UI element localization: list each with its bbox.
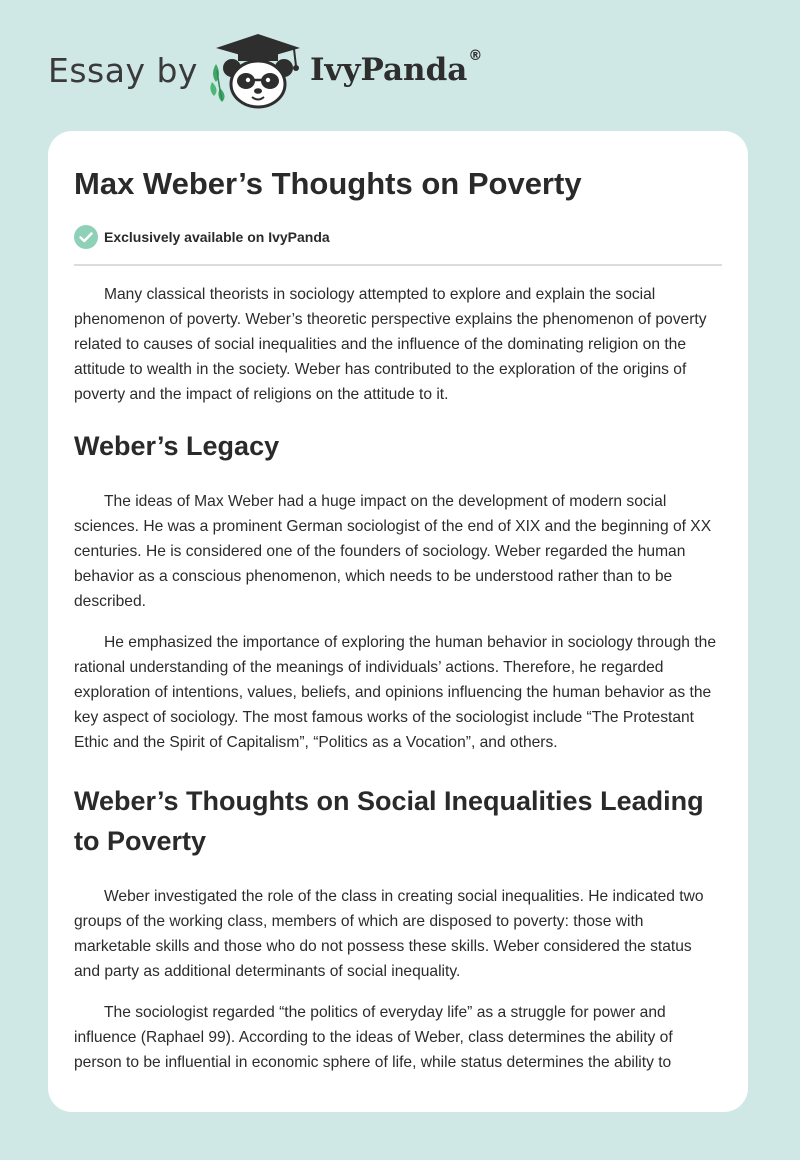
- check-circle-icon: [74, 225, 98, 249]
- article-card: [48, 131, 748, 1112]
- exclusive-badge-label: Exclusively available on IvyPanda: [104, 229, 330, 245]
- article-title: Max Weber’s Thoughts on Poverty: [74, 166, 582, 201]
- brand-name: IvyPanda®: [309, 48, 483, 88]
- brand-prefix: Essay by: [48, 50, 198, 90]
- section-heading: Weber’s Thoughts on Social Inequalities Leading to Poverty: [74, 786, 704, 856]
- brand-header[interactable]: [48, 30, 482, 110]
- title-divider: [74, 264, 722, 266]
- paragraph: The ideas of Max Weber had a huge impact on the development of modern social sciences. He was a prominent German sociologist of the end of XIX and the beginning of XX centuries. He is considered one of the founders of sociology. Weber regarded the human behavior as a conscious phenomenon, which needs to be understood rather than to be described.: [74, 493, 712, 610]
- paragraph: The sociologist regarded “the politics of everyday life” as a struggle for power and influence (Raphael 99). According to the ideas of Weber, class determines the ability of person to be influential in economic sphere of life, while status determines the ability to: [74, 1004, 673, 1071]
- paragraph: He emphasized the importance of exploring the human behavior in sociology through the rational understanding of the meanings of individuals’ actions. Therefore, he regarded exploration of intentions, values, beliefs, and opinions influencing the human behavior as the key aspect of sociology. The most famous works of the sociologist include “The Protestant Ethic and the Spirit of Capitalism”, “Politics as a Vocation”, and others.: [74, 634, 716, 751]
- paragraph: Weber investigated the role of the class in creating social inequalities. He indicated two groups of the working class, members of which are disposed to poverty: those with marketable skills and those who do not possess these skills. Weber considered the status and party as additional determinants of social inequality.: [74, 888, 704, 980]
- exclusive-badge: [74, 224, 722, 250]
- section-heading: Weber’s Legacy: [74, 431, 280, 461]
- registered-mark: ®: [468, 48, 483, 64]
- intro-paragraph: Many classical theorists in sociology attempted to explore and explain the social phenomenon of poverty. Weber’s theoretic perspective explains the phenomenon of poverty related to causes of social inequalities and the influence of the dominating religion on the attitude to wealth in the society. Weber has contributed to the exploration of the origins of poverty and the impact of religions on the attitude to it.: [74, 286, 707, 403]
- panda-logo-icon: [208, 30, 308, 110]
